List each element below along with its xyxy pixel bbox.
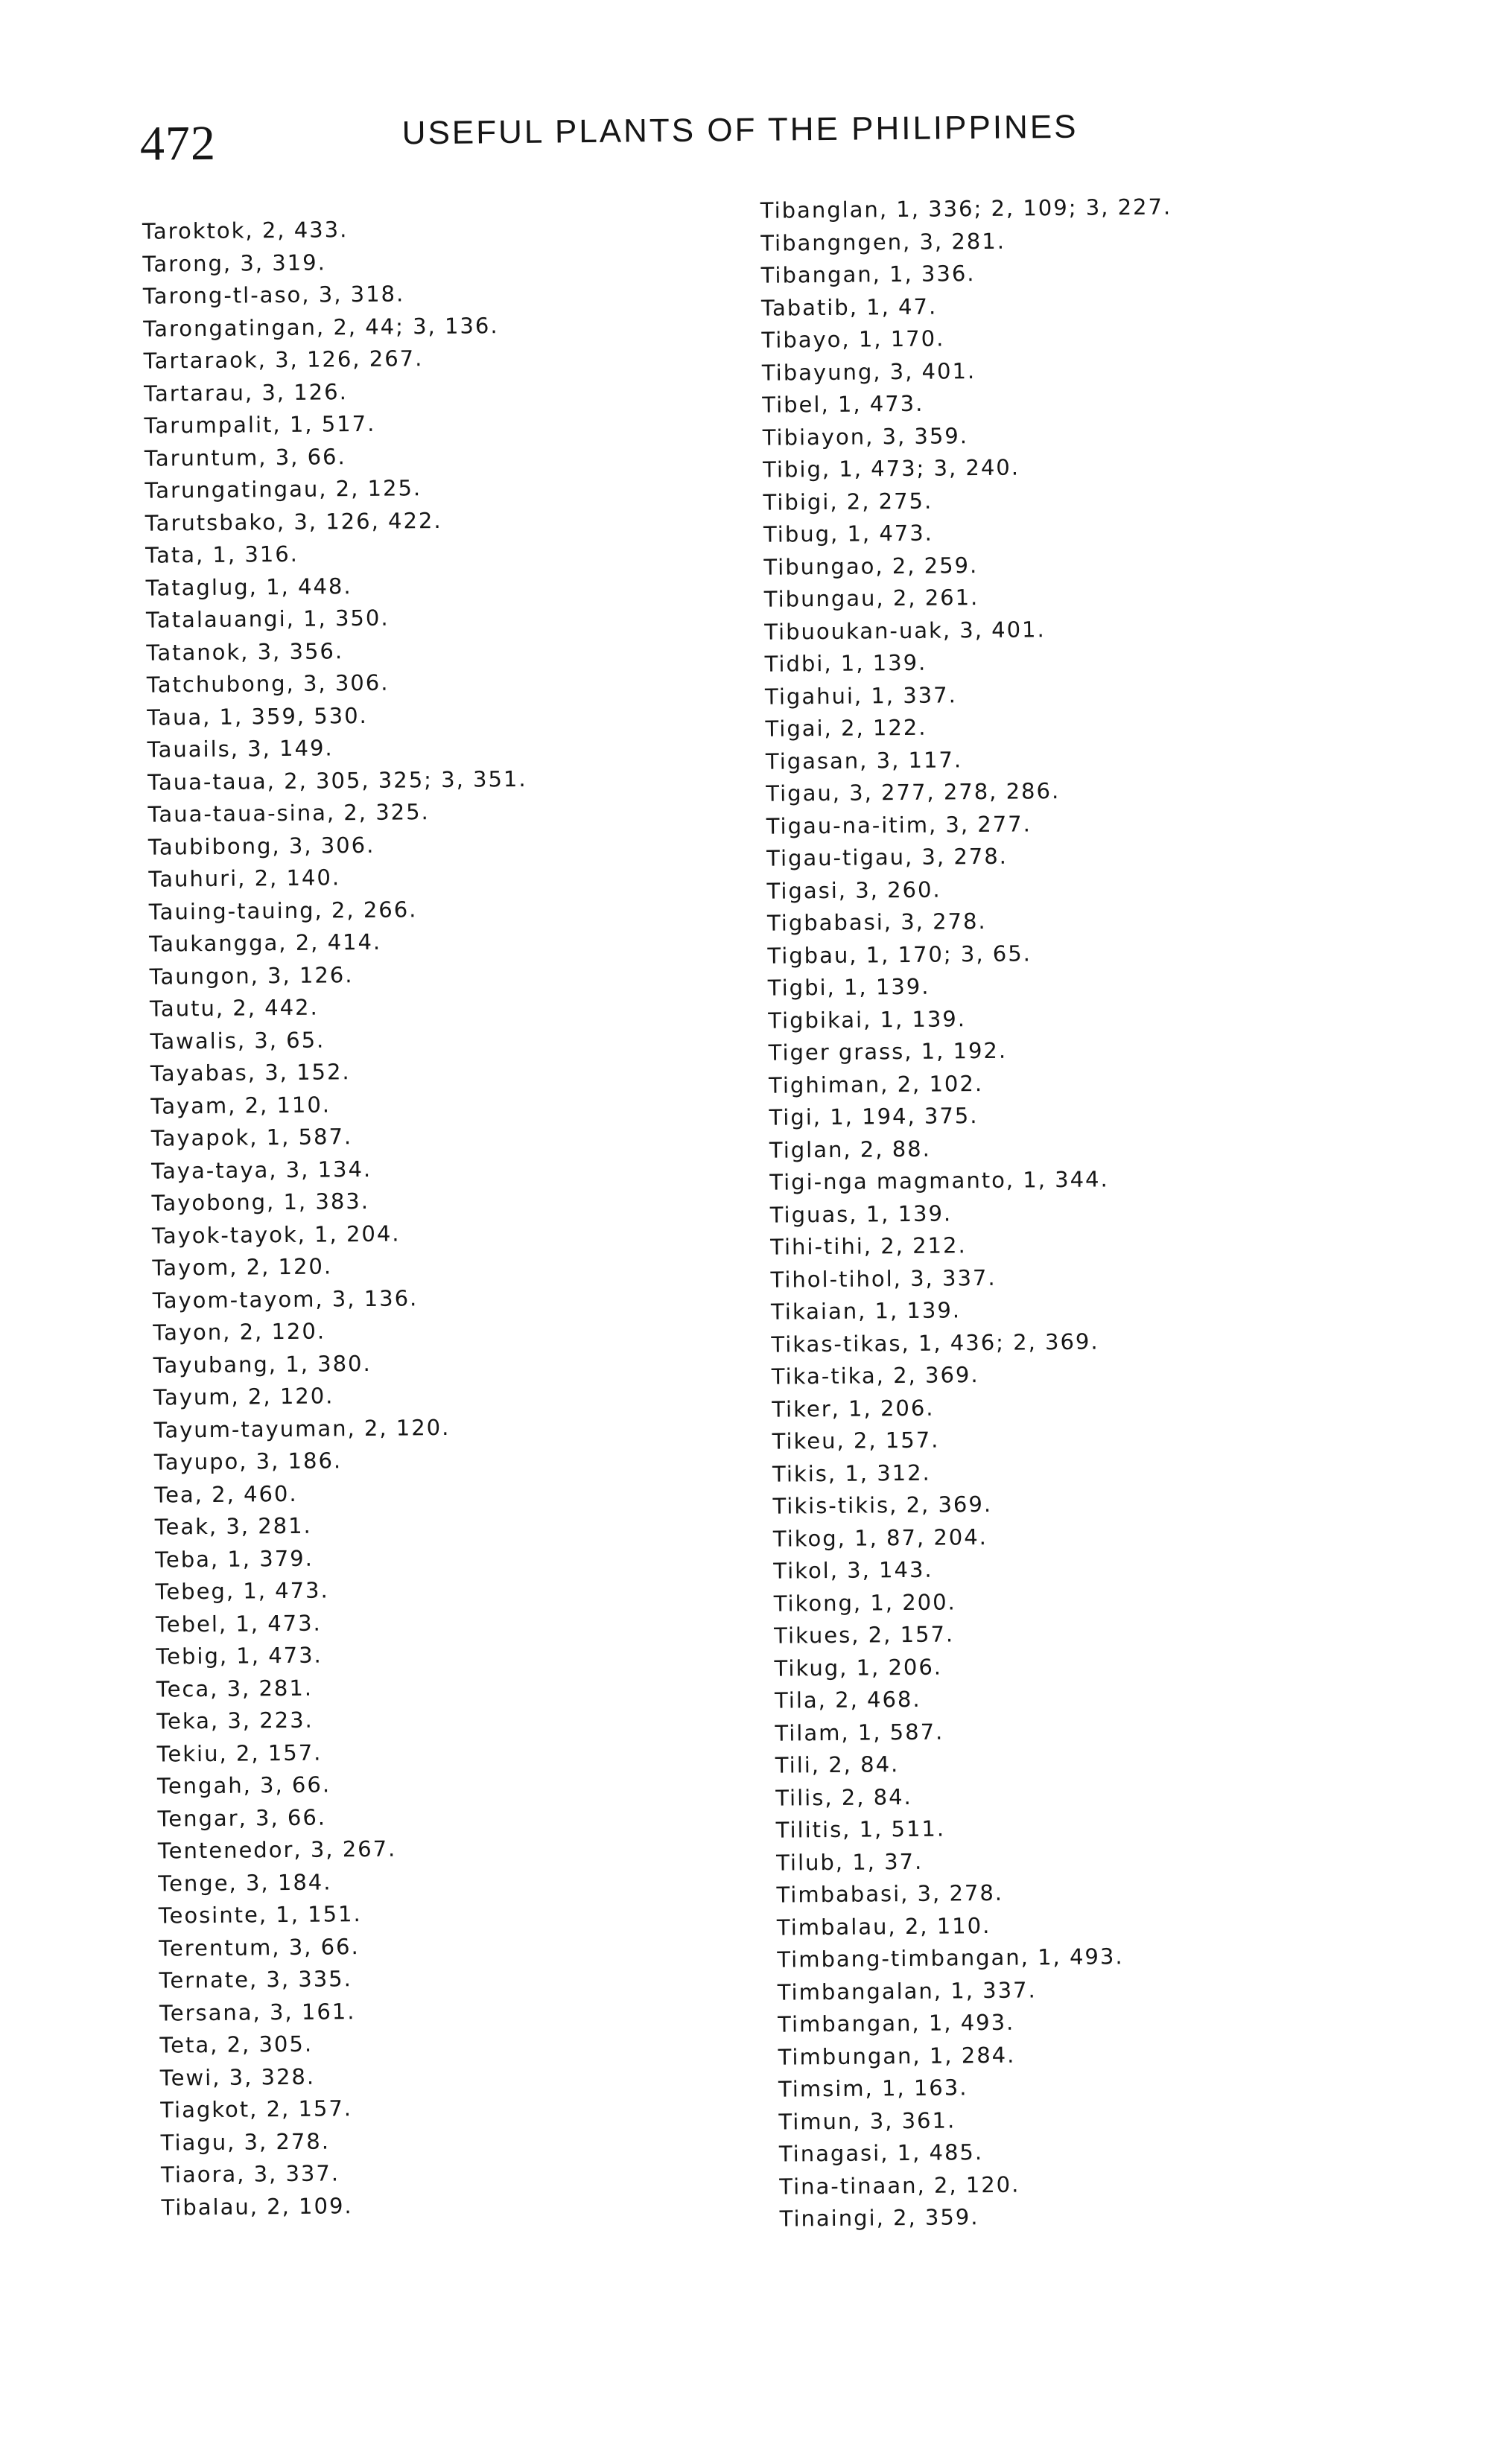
index-entry: Tayom-tayom, 3, 136. <box>152 1284 419 1314</box>
index-entry: Tigau-tigau, 3, 278. <box>766 843 1008 871</box>
index-entry: Taubibong, 3, 306. <box>147 832 375 860</box>
index-entry: Teca, 3, 281. <box>156 1675 314 1702</box>
index-entry: Tigau, 3, 277, 278, 286. <box>766 777 1061 806</box>
index-entry: Tarutsbako, 3, 126, 422. <box>144 507 442 536</box>
index-entry: Teka, 3, 223. <box>156 1707 314 1734</box>
index-entry: Tidbi, 1, 139. <box>764 649 927 677</box>
index-entry: Timbabasi, 3, 278. <box>776 1879 1004 1908</box>
index-entry: Tabatib, 1, 47. <box>760 293 938 321</box>
index-entry: Tibalau, 2, 109. <box>161 2192 353 2221</box>
index-entry: Timbangalan, 1, 337. <box>777 1976 1037 2005</box>
index-entry: Tibiayon, 3, 359. <box>762 422 969 451</box>
index-entry: Teosinte, 1, 151. <box>158 1901 362 1929</box>
index-entry: Tigbikai, 1, 139. <box>768 1005 967 1034</box>
index-entry: Ternate, 3, 335. <box>159 1966 353 1993</box>
index-entry: Tikug, 1, 206. <box>774 1654 943 1681</box>
index-entry: Taua-taua, 2, 305, 325; 3, 351. <box>147 765 527 795</box>
index-entry: Tilis, 2, 84. <box>775 1783 912 1811</box>
index-entry: Teba, 1, 379. <box>154 1545 314 1573</box>
index-entry: Tinagasi, 1, 485. <box>778 2139 984 2167</box>
index-entry: Terentum, 3, 66. <box>158 1933 360 1961</box>
index-entry: Tatalauangi, 1, 350. <box>145 605 390 633</box>
index-entry: Tatchubong, 3, 306. <box>146 669 390 698</box>
index-entry: Tila, 2, 468. <box>774 1686 921 1713</box>
index-entry: Tigi, 1, 194, 375. <box>769 1103 979 1130</box>
index-entry: Tayom, 2, 120. <box>152 1253 333 1281</box>
index-entry: Tengah, 3, 66. <box>156 1771 331 1799</box>
index-entry: Tigai, 2, 122. <box>765 714 927 742</box>
index-entry: Tebeg, 1, 473. <box>155 1577 329 1605</box>
index-entry: Tibug, 1, 473. <box>763 520 934 547</box>
index-entry: Tibuoukan-uak, 3, 401. <box>764 616 1046 645</box>
index-entry: Tatanok, 3, 356. <box>146 637 344 666</box>
index-entry: Tayon, 2, 120. <box>153 1318 326 1346</box>
index-entry: Tilam, 1, 587. <box>775 1719 944 1746</box>
index-entry: Tengar, 3, 66. <box>157 1804 327 1832</box>
index-entry: Tauhuri, 2, 140. <box>148 865 341 892</box>
index-entry: Tebig, 1, 473. <box>156 1642 323 1669</box>
index-entry: Tiagu, 3, 278. <box>160 2127 331 2156</box>
index-entry: Tayum-tayuman, 2, 120. <box>153 1414 451 1443</box>
index-entry: Tea, 2, 460. <box>154 1480 298 1508</box>
index-entry: Tayobong, 1, 383. <box>151 1188 370 1216</box>
index-entry: Tiguas, 1, 139. <box>769 1200 953 1228</box>
index-entry: Tibangan, 1, 336. <box>760 261 976 288</box>
index-entry: Tewi, 3, 328. <box>159 2063 316 2091</box>
index-entry: Tarong, 3, 319. <box>142 249 327 277</box>
index-entry: Tigbau, 1, 170; 3, 65. <box>767 940 1032 969</box>
index-entry: Tina-tinaan, 2, 120. <box>779 2171 1020 2200</box>
index-entry: Timbungan, 1, 284. <box>778 2042 1016 2070</box>
index-entry: Tilub, 1, 37. <box>775 1848 924 1876</box>
index-entry: Tigi-nga magmanto, 1, 344. <box>769 1166 1109 1195</box>
index-entry: Taungon, 3, 126. <box>149 961 354 990</box>
index-entry: Tibigi, 2, 275. <box>763 488 933 515</box>
index-entry: Tiger grass, 1, 192. <box>768 1037 1008 1066</box>
index-entry: Tarumpalit, 1, 517. <box>144 410 376 439</box>
index-entry: Tibungao, 2, 259. <box>763 552 979 580</box>
index-entry: Tinaingi, 2, 359. <box>779 2204 979 2232</box>
index-entry: Tayam, 2, 110. <box>150 1091 331 1119</box>
index-entry: Tighiman, 2, 102. <box>768 1070 984 1098</box>
index-entry: Tika-tika, 2, 369. <box>771 1362 979 1389</box>
index-entry: Tibayung, 3, 401. <box>761 357 976 386</box>
index-entry: Tarong-tl-aso, 3, 318. <box>142 281 405 309</box>
index-entry: Tili, 2, 84. <box>775 1751 900 1778</box>
index-entry: Tibel, 1, 473. <box>762 390 924 418</box>
index-entry: Taruntum, 3, 66. <box>144 443 346 471</box>
index-entry: Tataglug, 1, 448. <box>145 573 352 601</box>
index-entry: Tiagkot, 2, 157. <box>160 2095 353 2123</box>
index-entry: Tibig, 1, 473; 3, 240. <box>762 454 1020 483</box>
index-entry: Tihi-tihi, 2, 212. <box>769 1232 967 1260</box>
index-entry: Tayabas, 3, 152. <box>150 1059 351 1086</box>
index-entry: Tikong, 1, 200. <box>773 1588 956 1617</box>
index-entry: Taukangga, 2, 414. <box>149 929 382 957</box>
index-entry: Tibayo, 1, 170. <box>761 325 945 353</box>
index-entry: Timbang-timbangan, 1, 493. <box>777 1943 1124 1973</box>
index-entry: Tilitis, 1, 511. <box>775 1815 946 1843</box>
index-entry: Tauing-tauing, 2, 266. <box>148 896 418 925</box>
index-entry: Tiglan, 2, 88. <box>769 1136 932 1163</box>
index-entry: Timbalau, 2, 110. <box>776 1912 991 1941</box>
index-entry: Tayok-tayok, 1, 204. <box>151 1220 401 1249</box>
index-entry: Timsim, 1, 163. <box>778 2075 968 2102</box>
index-entry: Tayapok, 1, 587. <box>150 1124 353 1151</box>
index-entry: Tibanglan, 1, 336; 2, 109; 3, 227. <box>760 194 1172 223</box>
index-entry: Tata, 1, 316. <box>145 541 299 568</box>
index-entry: Timun, 3, 361. <box>778 2107 956 2135</box>
index-entry: Tikol, 3, 143. <box>773 1556 933 1584</box>
index-entry: Tarongatingan, 2, 44; 3, 136. <box>143 312 499 342</box>
index-entry: Tibangngen, 3, 281. <box>760 228 1006 256</box>
running-title: USEFUL PLANTS OF THE PHILIPPINES <box>401 108 1079 152</box>
index-entry: Tayum, 2, 120. <box>153 1383 334 1410</box>
index-entry: Tayubang, 1, 380. <box>153 1350 372 1378</box>
index-entry: Tigasan, 3, 117. <box>765 746 963 774</box>
index-entry: Tarungatingau, 2, 125. <box>144 475 422 503</box>
index-entry: Tigasi, 3, 260. <box>766 876 941 904</box>
index-entry: Taua, 1, 359, 530. <box>147 702 368 730</box>
index-entry: Tartarau, 3, 126. <box>143 378 348 407</box>
index-entry: Tigau-na-itim, 3, 277. <box>766 810 1032 839</box>
index-entry: Tentenedor, 3, 267. <box>157 1836 397 1864</box>
index-entry: Timbangan, 1, 493. <box>778 2009 1015 2037</box>
page-number: 472 <box>139 115 217 171</box>
index-entry: Teak, 3, 281. <box>154 1512 312 1540</box>
index-entry: Tigahui, 1, 337. <box>764 681 957 710</box>
index-entry: Tayupo, 3, 186. <box>153 1448 343 1475</box>
index-entry: Tenge, 3, 184. <box>158 1868 332 1897</box>
index-entry: Tigbi, 1, 139. <box>767 973 930 1001</box>
index-entry: Tikas-tikas, 1, 436; 2, 369. <box>771 1328 1099 1357</box>
index-entry: Taroktok, 2, 433. <box>142 217 349 244</box>
index-entry: Tigbabasi, 3, 278. <box>766 908 987 936</box>
index-entry: Tersana, 3, 161. <box>159 1998 356 2026</box>
index-entry: Tiaora, 3, 337. <box>160 2160 340 2188</box>
index-entry: Tiker, 1, 206. <box>772 1395 935 1422</box>
index-entry: Taua-taua-sina, 2, 325. <box>147 799 430 827</box>
index-left-column <box>142 209 817 2223</box>
index-entry: Teta, 2, 305. <box>159 2031 314 2058</box>
index-entry: Tauails, 3, 149. <box>147 735 334 763</box>
index-entry: Tebel, 1, 473. <box>155 1610 322 1637</box>
index-entry: Tikeu, 2, 157. <box>772 1427 940 1454</box>
index-entry: Taya-taya, 3, 134. <box>150 1156 372 1184</box>
index-right-column <box>760 188 1435 2235</box>
index-entry: Tautu, 2, 442. <box>149 994 319 1022</box>
index-entry: Tibungau, 2, 261. <box>763 585 979 612</box>
index-entry: Tikis-tikis, 2, 369. <box>772 1491 993 1519</box>
index-entry: Tikog, 1, 87, 204. <box>772 1524 988 1552</box>
index-entry: Tawalis, 3, 65. <box>150 1026 325 1054</box>
index-entry: Tekiu, 2, 157. <box>156 1739 323 1767</box>
index-entry: Tihol-tihol, 3, 337. <box>770 1264 997 1293</box>
index-entry: Tikaian, 1, 139. <box>770 1297 962 1325</box>
index-entry: Tikis, 1, 312. <box>772 1459 931 1487</box>
index-entry: Tikues, 2, 157. <box>774 1621 955 1649</box>
index-entry: Tartaraok, 3, 126, 267. <box>143 346 424 374</box>
